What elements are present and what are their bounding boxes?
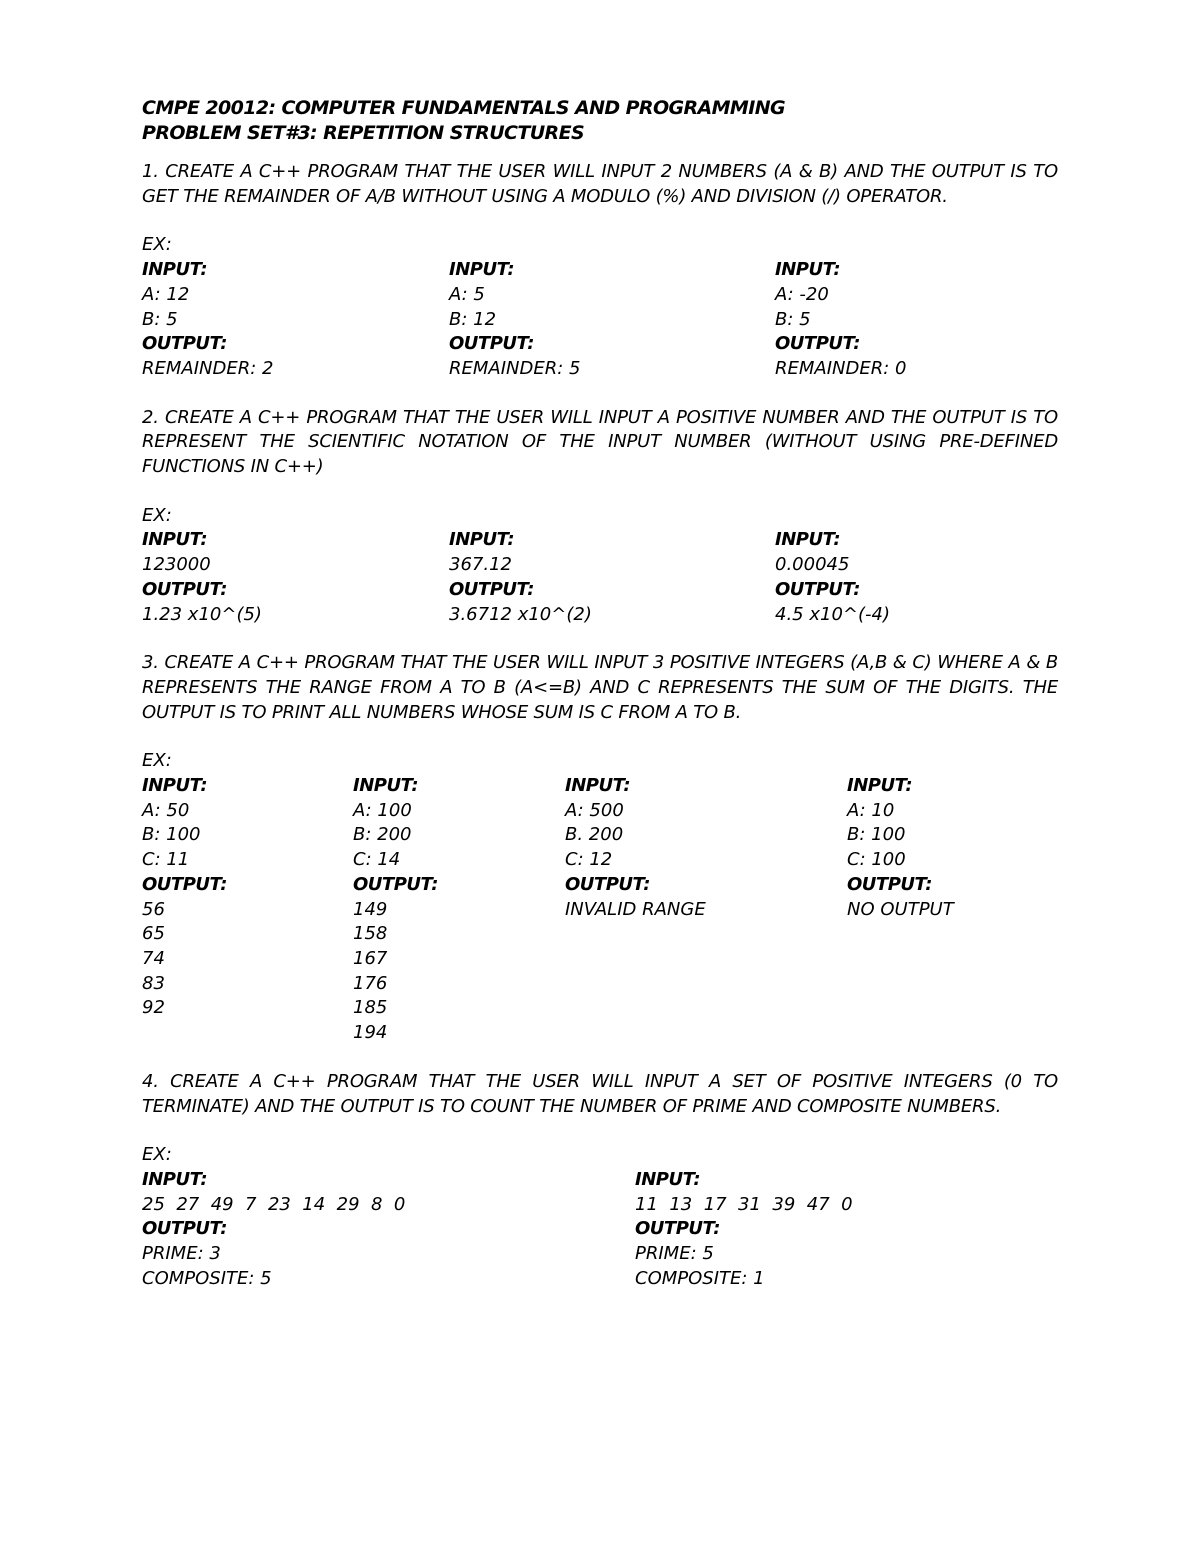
input-label: INPUT: [142, 1168, 208, 1190]
output-value: 92 [142, 997, 165, 1019]
input-value: 11 13 17 31 39 47 0 [635, 1193, 853, 1215]
input-value: B: 200 [353, 824, 412, 846]
input-label: INPUT: [449, 529, 515, 551]
output-label: OUTPUT: [449, 578, 534, 600]
problem-3-text: 3. CREATE A C++ PROGRAM THAT THE USER WILL INPUT 3 POSITIVE INTEGERS (A,B & C) WHERE A & B REPRESENTS THE RANGE FROM A TO B (A<=B) AND C REPRESENTS THE SUM OF THE DIGITS. THE OUTPUT IS TO PRINT ALL NUMBERS WHOSE SUM IS C FROM A TO B. [142, 652, 1058, 723]
example-column [775, 258, 1055, 382]
input-value: C: 100 [847, 849, 906, 871]
ex-label: EX: [142, 1144, 172, 1166]
problem-4-examples [142, 1168, 1058, 1292]
example-column [142, 528, 449, 627]
output-value: REMAINDER: 5 [449, 357, 581, 379]
output-label: OUTPUT: [565, 873, 650, 895]
output-value: 56 [142, 898, 165, 920]
output-value: 167 [353, 947, 388, 969]
document-page [142, 96, 1058, 1291]
input-value: C: 14 [353, 849, 401, 871]
input-value: B: 5 [775, 308, 811, 330]
output-label: OUTPUT: [353, 873, 438, 895]
example-column [635, 1168, 1055, 1292]
input-label: INPUT: [847, 775, 913, 797]
input-value: B: 12 [449, 308, 497, 330]
output-value: 176 [353, 972, 388, 994]
output-label: OUTPUT: [142, 333, 227, 355]
ex-label: EX: [142, 504, 172, 526]
input-value: B. 200 [565, 824, 624, 846]
output-value: PRIME: 3 [142, 1243, 221, 1265]
input-value: B: 100 [142, 824, 201, 846]
example-column [449, 528, 775, 627]
ex-label: EX: [142, 750, 172, 772]
output-value: 74 [142, 947, 165, 969]
output-value: PRIME: 5 [635, 1243, 714, 1265]
input-value: 0.00045 [775, 554, 850, 576]
output-label: OUTPUT: [775, 333, 860, 355]
input-value: C: 11 [142, 849, 190, 871]
input-value: 123000 [142, 554, 211, 576]
output-label: OUTPUT: [449, 333, 534, 355]
input-value: A: 10 [847, 799, 895, 821]
input-value: 25 27 49 7 23 14 29 8 0 [142, 1193, 406, 1215]
output-value: COMPOSITE: 1 [635, 1267, 765, 1289]
example-column [847, 774, 1055, 922]
input-label: INPUT: [142, 529, 208, 551]
output-value: REMAINDER: 2 [142, 357, 274, 379]
output-label: OUTPUT: [775, 578, 860, 600]
output-value: 149 [353, 898, 388, 920]
problem-1-text: 1. CREATE A C++ PROGRAM THAT THE USER WILL INPUT 2 NUMBERS (A & B) AND THE OUTPUT IS TO GET THE REMAINDER OF A/B WITHOUT USING A MODULO (%) AND DIVISION (/) OPERATOR. [142, 161, 1058, 207]
example-column [353, 774, 565, 1046]
problem-1-examples [142, 258, 1058, 382]
input-label: INPUT: [353, 775, 419, 797]
input-label: INPUT: [142, 259, 208, 281]
output-value: INVALID RANGE [565, 898, 706, 920]
input-label: INPUT: [449, 259, 515, 281]
input-value: C: 12 [565, 849, 613, 871]
output-label: OUTPUT: [142, 873, 227, 895]
output-value: 4.5 x10^(-4) [775, 603, 890, 625]
input-value: B: 5 [142, 308, 178, 330]
input-label: INPUT: [775, 259, 841, 281]
input-value: A: 12 [142, 283, 190, 305]
input-value: A: 5 [449, 283, 485, 305]
input-value: A: 50 [142, 799, 190, 821]
input-label: INPUT: [635, 1168, 701, 1190]
output-value: 3.6712 x10^(2) [449, 603, 592, 625]
problem-4-text: 4. CREATE A C++ PROGRAM THAT THE USER WILL INPUT A SET OF POSITIVE INTEGERS (0 TO TERMINATE) AND THE OUTPUT IS TO COUNT THE NUMBER OF PRIME AND COMPOSITE NUMBERS. [142, 1070, 1058, 1117]
output-value: NO OUTPUT [847, 898, 954, 920]
output-label: OUTPUT: [635, 1218, 720, 1240]
example-column [142, 1168, 635, 1292]
problem-2-examples [142, 528, 1058, 627]
output-label: OUTPUT: [142, 1218, 227, 1240]
example-column [449, 258, 775, 382]
ex-label: EX: [142, 234, 172, 256]
output-value: REMAINDER: 0 [775, 357, 907, 379]
example-column [142, 774, 353, 1021]
input-value: A: -20 [775, 283, 829, 305]
output-value: 65 [142, 923, 165, 945]
example-column [565, 774, 847, 922]
problem-3-examples [142, 774, 1058, 1046]
output-label: OUTPUT: [847, 873, 932, 895]
input-value: A: 500 [565, 799, 624, 821]
input-value: A: 100 [353, 799, 412, 821]
input-value: 367.12 [449, 554, 512, 576]
output-value: 194 [353, 1022, 388, 1044]
problem-set-title: PROBLEM SET#3: REPETITION STRUCTURES [142, 122, 585, 144]
example-column [142, 258, 449, 382]
output-value: 1.23 x10^(5) [142, 603, 262, 625]
output-value: COMPOSITE: 5 [142, 1267, 272, 1289]
input-label: INPUT: [565, 775, 631, 797]
output-value: 158 [353, 923, 388, 945]
output-label: OUTPUT: [142, 578, 227, 600]
output-value: 185 [353, 997, 388, 1019]
input-label: INPUT: [775, 529, 841, 551]
output-value: 83 [142, 972, 165, 994]
input-value: B: 100 [847, 824, 906, 846]
example-column [775, 528, 1055, 627]
course-title: CMPE 20012: COMPUTER FUNDAMENTALS AND PROGRAMMING [142, 97, 786, 119]
problem-2-text: 2. CREATE A C++ PROGRAM THAT THE USER WILL INPUT A POSITIVE NUMBER AND THE OUTPUT IS TO REPRESENT THE SCIENTIFIC NOTATION OF THE INPUT NUMBER (WITHOUT USING PRE-DEFINED FUNCTIONS IN C++) [142, 406, 1058, 478]
input-label: INPUT: [142, 775, 208, 797]
